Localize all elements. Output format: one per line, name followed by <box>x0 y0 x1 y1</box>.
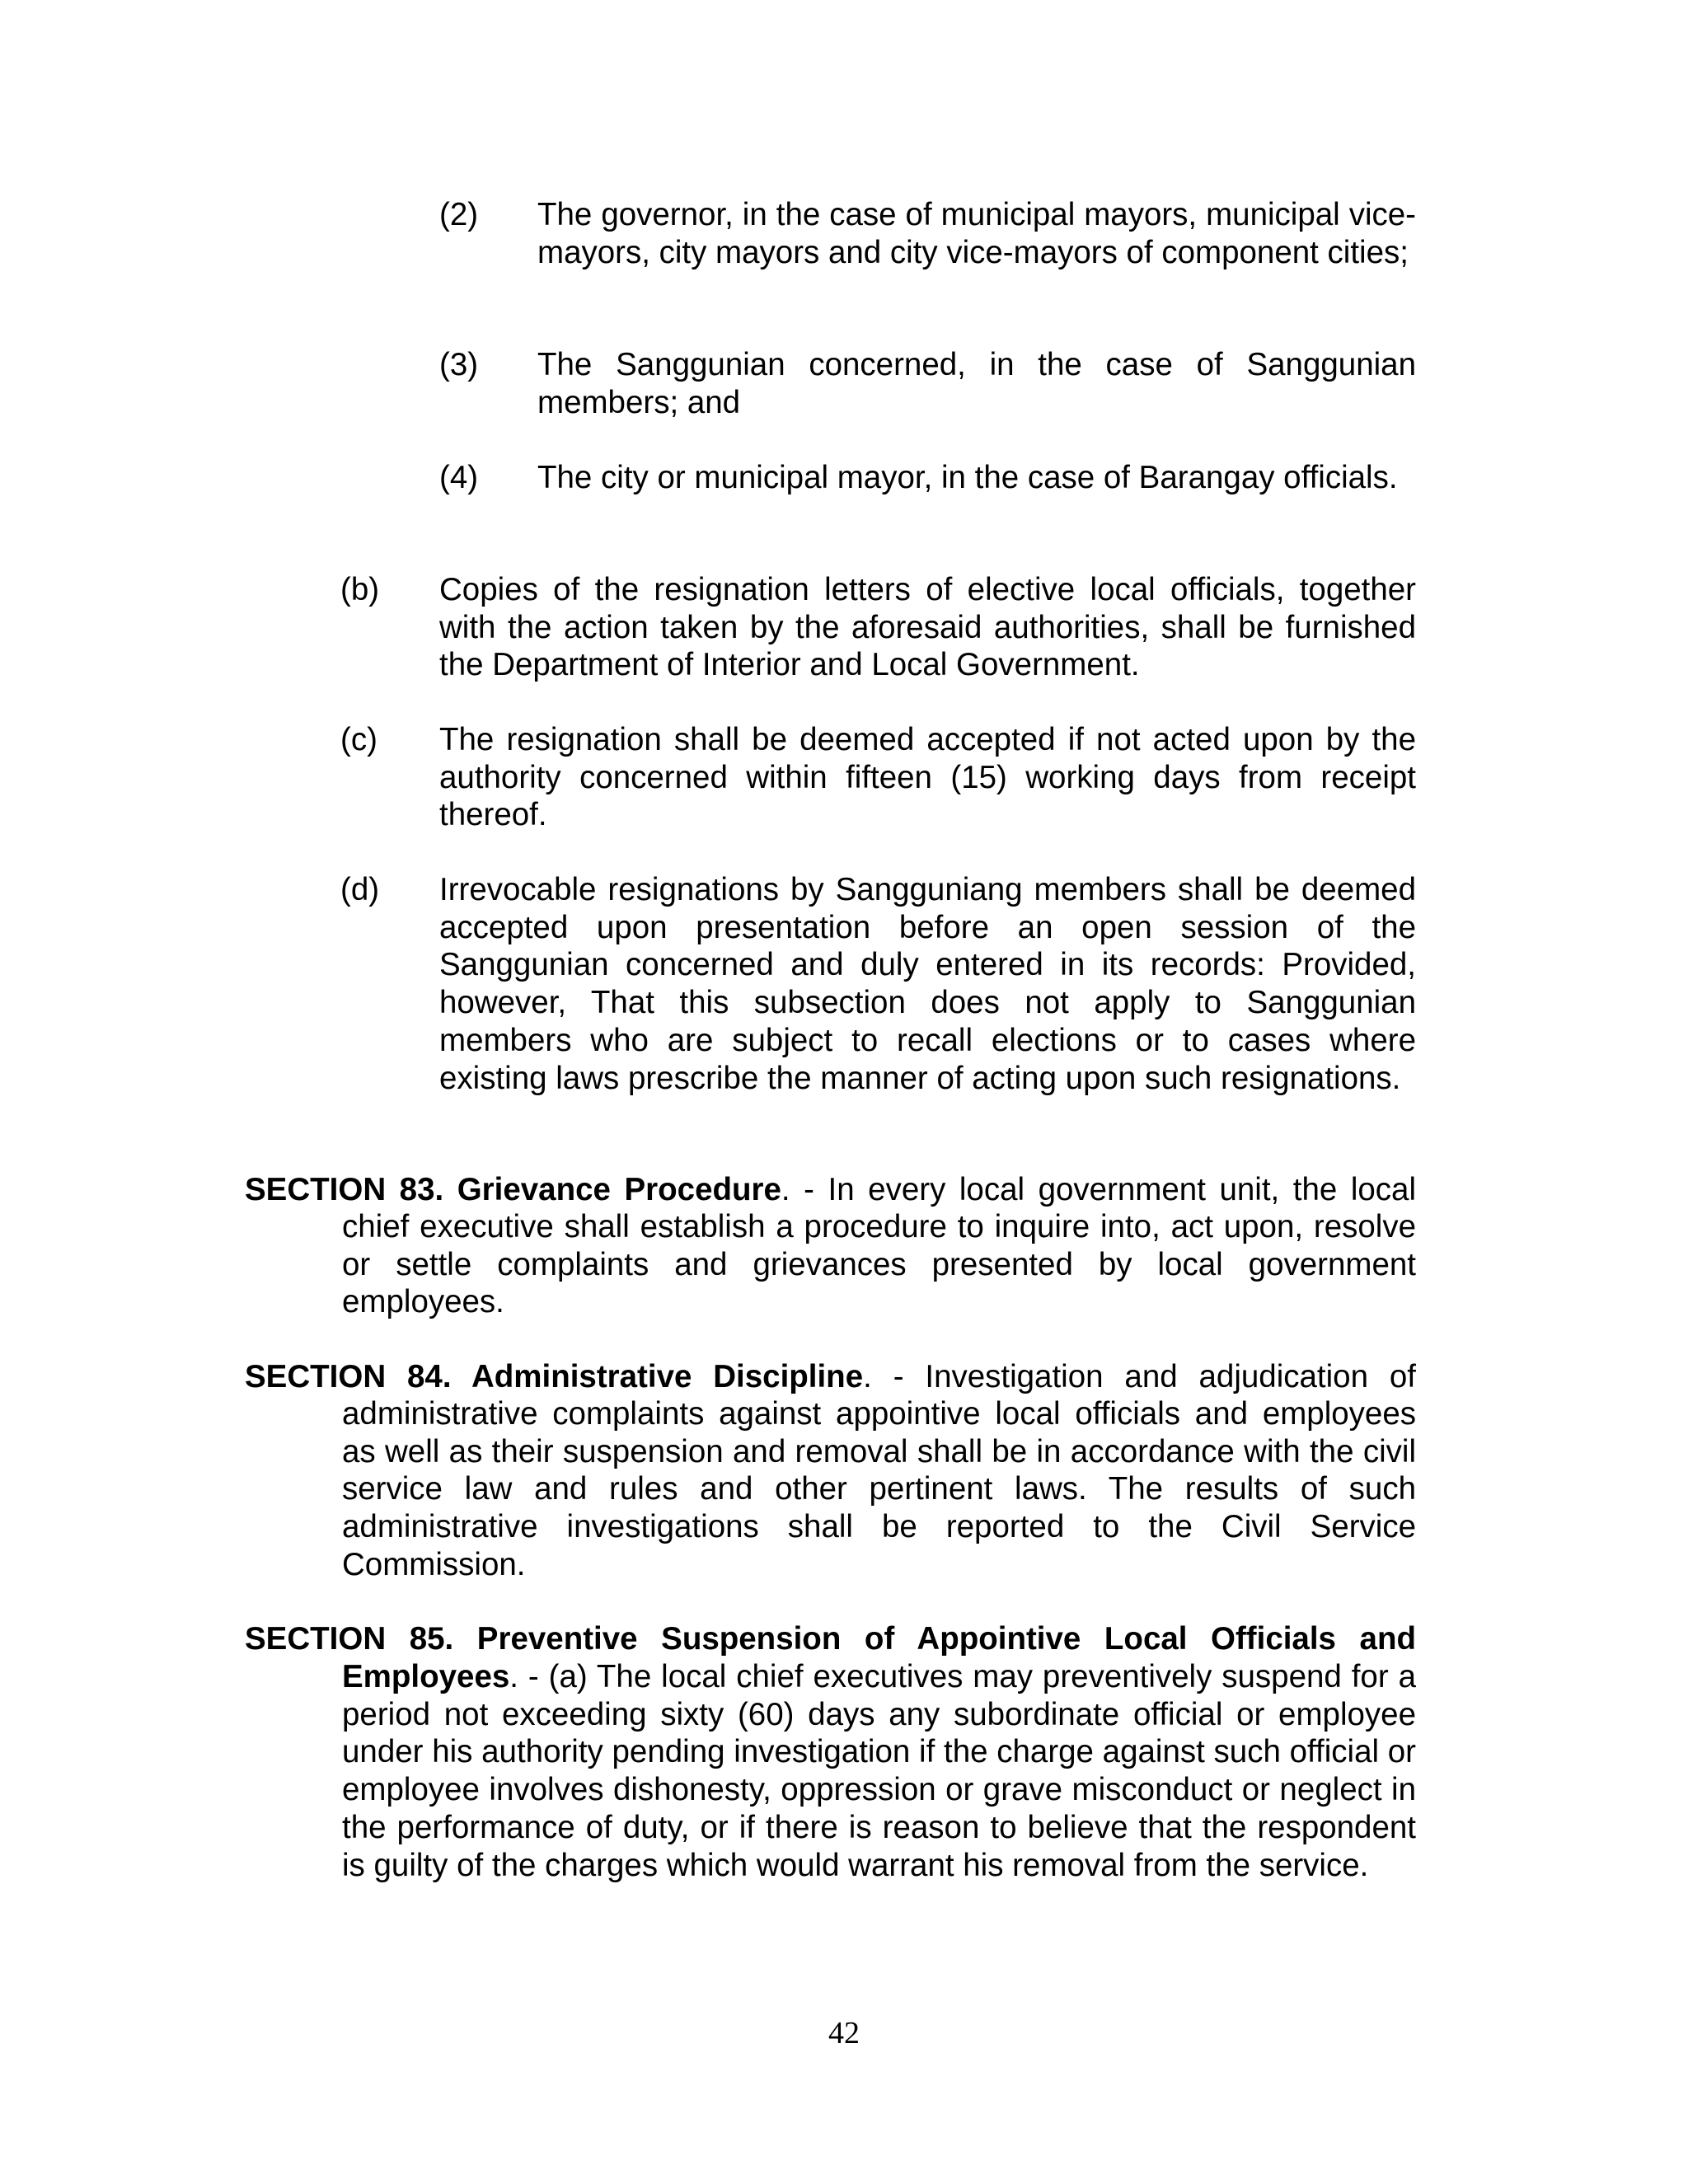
item-label: (b) <box>340 572 380 607</box>
item-text: Copies of the resignation letters of elective local officials, together with the action taken by the aforesaid authorities, shall be furnished the Department of Interior and Local Government. <box>439 572 1416 683</box>
item-text: The Sanggunian concerned, in the case of Sanggunian members; and <box>537 347 1416 420</box>
section-85-title: SECTION 85. Preventive Suspension of Appointive Local Officials and <box>245 1621 1416 1657</box>
item-label: (d) <box>340 872 380 907</box>
item-text: The governor, in the case of municipal mayors, municipal vice-mayors, city mayors and city vice-mayors of component cities; <box>537 197 1416 270</box>
section-83-heading <box>245 1171 1416 1209</box>
section-84-intro: . - Investigation and adjudication of <box>863 1359 1416 1394</box>
section-84-heading <box>245 1358 1416 1396</box>
item-label: (c) <box>340 722 377 757</box>
section-83-intro: . - In every local government unit, the local <box>781 1172 1416 1207</box>
section-84-title: SECTION 84. Administrative Discipline <box>245 1359 864 1394</box>
section-83-body: chief executive shall establish a procedure to inquire into, act upon, resolve or settle complaints and grievances presented by local government employees. <box>342 1209 1416 1320</box>
section-83-title: SECTION 83. Grievance Procedure <box>245 1172 781 1207</box>
section-85-body <box>342 1658 1416 1884</box>
item-label: (4) <box>439 460 479 495</box>
section-85-text: . - (a) The local chief executives may preventively suspend for a period not exceeding sixty (60) days any subordinate official or employee under his authority pending investigation if the charge against such official or employee involves dishonesty, oppression or grave misconduct or neglect in the performance of duty, or if there is reason to believe that the respondent is guilty of the charges which would warrant his removal from the service. <box>342 1659 1416 1883</box>
section-85-title-cont: Employees <box>342 1659 510 1694</box>
page-number: 42 <box>828 2016 860 2050</box>
item-label: (2) <box>439 197 479 232</box>
item-text: The city or municipal mayor, in the case of Barangay officials. <box>537 460 1398 495</box>
item-text: The resignation shall be deemed accepted if not acted upon by the authority concerned within fifteen (15) working days from receipt thereof. <box>439 722 1416 833</box>
item-label: (3) <box>439 347 479 382</box>
section-85-heading <box>245 1620 1416 1658</box>
section-84-body: administrative complaints against appointive local officials and employees as well as their suspension and removal shall be in accordance with the civil service law and rules and other pertinent laws. The results of such administrative investigations shall be reported to the Civil Service Commission. <box>342 1396 1416 1582</box>
item-text: Irrevocable resignations by Sangguniang members shall be deemed accepted upon presentation before an open session of the Sanggunian concerned and duly entered in its records: Provided, however, That this subsection does not apply to Sanggunian members who are subject to recall elections or to cases where existing laws prescribe the manner of acting upon such resignations. <box>439 872 1416 1096</box>
